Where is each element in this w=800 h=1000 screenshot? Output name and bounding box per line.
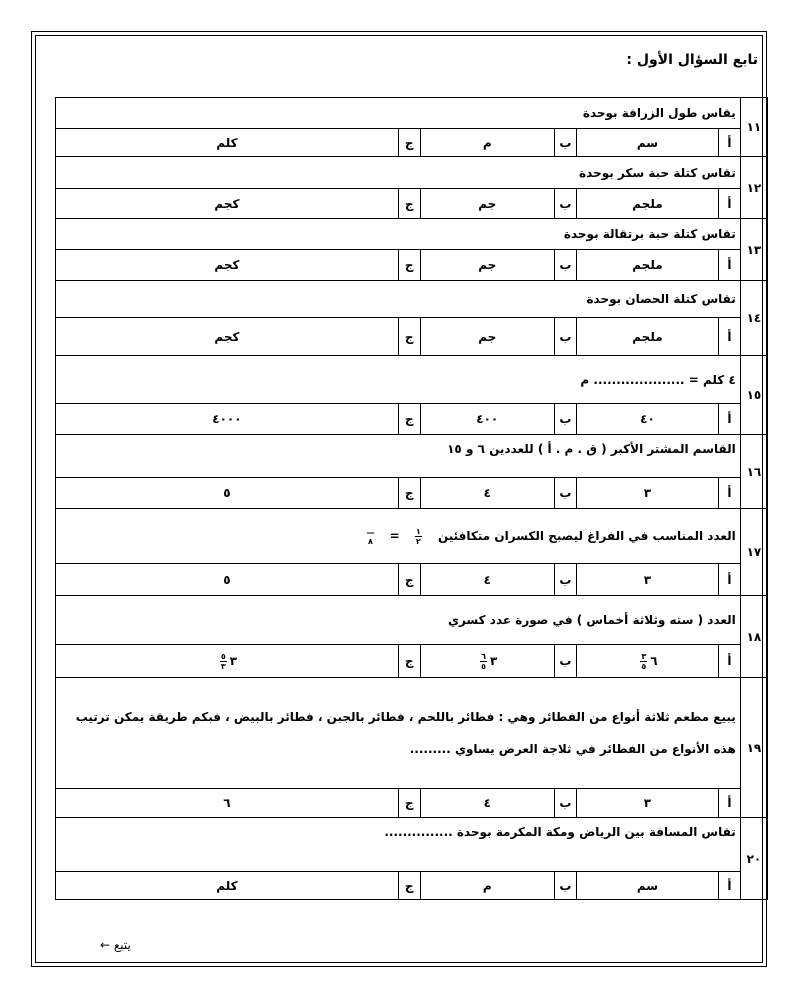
option-b[interactable]: ٤٠٠ (420, 404, 554, 435)
option-letter: أ (719, 250, 741, 281)
questions-table (55, 97, 768, 900)
option-a[interactable]: ملجم (576, 318, 718, 356)
question-text-cell (56, 509, 741, 564)
option-letter: ب (554, 318, 576, 356)
option-c[interactable]: ٥ (56, 564, 399, 596)
mixed-numerator: ٥ (220, 651, 226, 661)
option-letter: ب (554, 789, 576, 818)
question-number: ١٣ (740, 219, 767, 281)
option-letter: ج (398, 129, 420, 157)
mixed-whole: ٣ (229, 653, 238, 668)
option-c[interactable]: كلم (56, 872, 399, 900)
question-text-line-2: هذه الأنواع من الفطائر في ثلاجة العرض يساوي ......... (409, 742, 736, 756)
option-a[interactable]: ملجم (576, 189, 718, 219)
question-text: يقاس طول الزرافة بوحدة (56, 98, 741, 129)
option-a[interactable]: ٣ (576, 478, 718, 509)
continue-footer (100, 938, 131, 952)
option-letter: ب (554, 564, 576, 596)
option-b[interactable] (420, 645, 554, 678)
option-a[interactable]: ٣ (576, 564, 718, 596)
question-number: ١١ (740, 98, 767, 157)
question-20-text-row (56, 818, 768, 872)
option-a[interactable]: ٣ (576, 789, 718, 818)
mixed-numerator: ٦ (481, 651, 487, 661)
fraction-blank-over-eight (366, 528, 374, 546)
option-letter: ج (398, 478, 420, 509)
question-text: ٤ كلم = .................... م (56, 356, 741, 404)
question-number: ١٨ (740, 596, 767, 678)
question-13-text-row (56, 219, 768, 250)
option-letter: أ (719, 564, 741, 596)
continue-label: يتبع (113, 938, 131, 952)
equals-sign: = (389, 529, 400, 543)
option-letter: ب (554, 129, 576, 157)
question-text: تقاس كتلة حبة سكر بوحدة (56, 157, 741, 189)
option-b[interactable]: م (420, 872, 554, 900)
option-b[interactable]: جم (420, 189, 554, 219)
option-letter: ج (398, 645, 420, 678)
option-b[interactable]: ٤ (420, 478, 554, 509)
question-text: تقاس كتلة الحصان بوحدة (56, 281, 741, 318)
question-number: ١٦ (740, 435, 767, 509)
question-20-options-row (56, 872, 768, 900)
question-number: ١٩ (740, 678, 767, 818)
option-c[interactable]: كجم (56, 250, 399, 281)
option-a[interactable]: سم (576, 129, 718, 157)
question-16-text-row (56, 435, 768, 478)
fraction-one-half (415, 527, 422, 546)
question-19-text-row (56, 678, 768, 789)
option-letter: ب (554, 404, 576, 435)
option-b[interactable]: جم (420, 250, 554, 281)
mixed-denominator: ٥ (481, 661, 487, 671)
question-text: العدد المناسب في الفراغ ليصبح الكسران متكافئين (437, 529, 736, 543)
option-letter: ج (398, 789, 420, 818)
question-text: القاسم المشتر الأكبر ( ق . م . أ ) للعددين ٦ و ١٥ (56, 435, 741, 478)
question-18-text-row (56, 596, 768, 645)
question-text: تقاس المسافة بين الرياض ومكة المكرمة بوحدة ............... (56, 818, 741, 872)
option-c[interactable]: ٤٠٠٠ (56, 404, 399, 435)
option-c[interactable]: كلم (56, 129, 399, 157)
option-b[interactable]: ٤ (420, 789, 554, 818)
question-14-text-row (56, 281, 768, 318)
option-c[interactable]: ٥ (56, 478, 399, 509)
option-letter: ب (554, 478, 576, 509)
question-text: العدد ( سته وثلاثة أخماس ) في صورة عدد كسري (56, 596, 741, 645)
fraction-blank: — (366, 527, 375, 537)
question-text: تقاس كتلة حبة برتقالة بوحدة (56, 219, 741, 250)
question-14-options-row (56, 318, 768, 356)
question-number: ١٤ (740, 281, 767, 356)
mixed-numerator: ٣ (641, 651, 647, 661)
option-c[interactable] (56, 645, 399, 678)
question-19-options-row (56, 789, 768, 818)
option-b[interactable]: جم (420, 318, 554, 356)
option-b[interactable]: م (420, 129, 554, 157)
question-12-text-row (56, 157, 768, 189)
question-number: ٢٠ (740, 818, 767, 900)
question-12-options-row (56, 189, 768, 219)
option-letter: أ (719, 129, 741, 157)
question-11-text-row (56, 98, 768, 129)
option-letter: أ (719, 404, 741, 435)
question-17-options-row (56, 564, 768, 596)
option-b[interactable]: ٤ (420, 564, 554, 596)
option-letter: ج (398, 872, 420, 900)
option-letter: ب (554, 250, 576, 281)
option-a[interactable]: سم (576, 872, 718, 900)
option-letter: ج (398, 404, 420, 435)
fraction-numerator: ١ (415, 527, 421, 536)
question-16-options-row (56, 478, 768, 509)
question-13-options-row (56, 250, 768, 281)
question-text-cell (56, 678, 741, 789)
option-letter: أ (719, 478, 741, 509)
question-11-options-row (56, 129, 768, 157)
question-18-options-row (56, 645, 768, 678)
question-text-line-1: يبيع مطعم ثلاثة أنواع من الفطائر وهي : فطائر باللحم ، فطائر بالجبن ، فطائر بالبيض ، فبكم طريقة يمكن ترتيب (75, 710, 736, 724)
mixed-denominator: ٥ (641, 661, 647, 671)
mixed-whole: ٣ (490, 653, 498, 668)
option-letter: أ (719, 645, 741, 678)
option-letter: ج (398, 318, 420, 356)
option-a[interactable]: ٤٠ (576, 404, 718, 435)
option-letter: ب (554, 189, 576, 219)
option-letter: أ (719, 872, 741, 900)
option-a[interactable]: ملجم (576, 250, 718, 281)
question-number: ١٥ (740, 356, 767, 435)
question-number: ١٢ (740, 157, 767, 219)
option-letter: ج (398, 564, 420, 596)
option-letter: ب (554, 645, 576, 678)
option-letter: ج (398, 189, 420, 219)
option-letter: ب (554, 872, 576, 900)
mixed-whole: ٦ (650, 653, 658, 668)
question-number: ١٧ (740, 509, 767, 596)
fraction-denominator: ٢ (415, 537, 421, 546)
option-letter: أ (719, 318, 741, 356)
section-title: تابع السؤال الأول : (626, 52, 758, 68)
option-c[interactable]: كجم (56, 318, 399, 356)
option-letter: ج (398, 250, 420, 281)
mixed-denominator: ٣ (220, 661, 226, 671)
arrow-left-icon: ← (100, 938, 111, 952)
question-15-options-row (56, 404, 768, 435)
question-17-text-row (56, 509, 768, 564)
option-a[interactable] (576, 645, 718, 678)
fraction-denominator: ٨ (367, 536, 373, 546)
question-15-text-row (56, 356, 768, 404)
option-letter: أ (719, 789, 741, 818)
option-c[interactable]: ٦ (56, 789, 399, 818)
option-c[interactable]: كجم (56, 189, 399, 219)
option-letter: أ (719, 189, 741, 219)
